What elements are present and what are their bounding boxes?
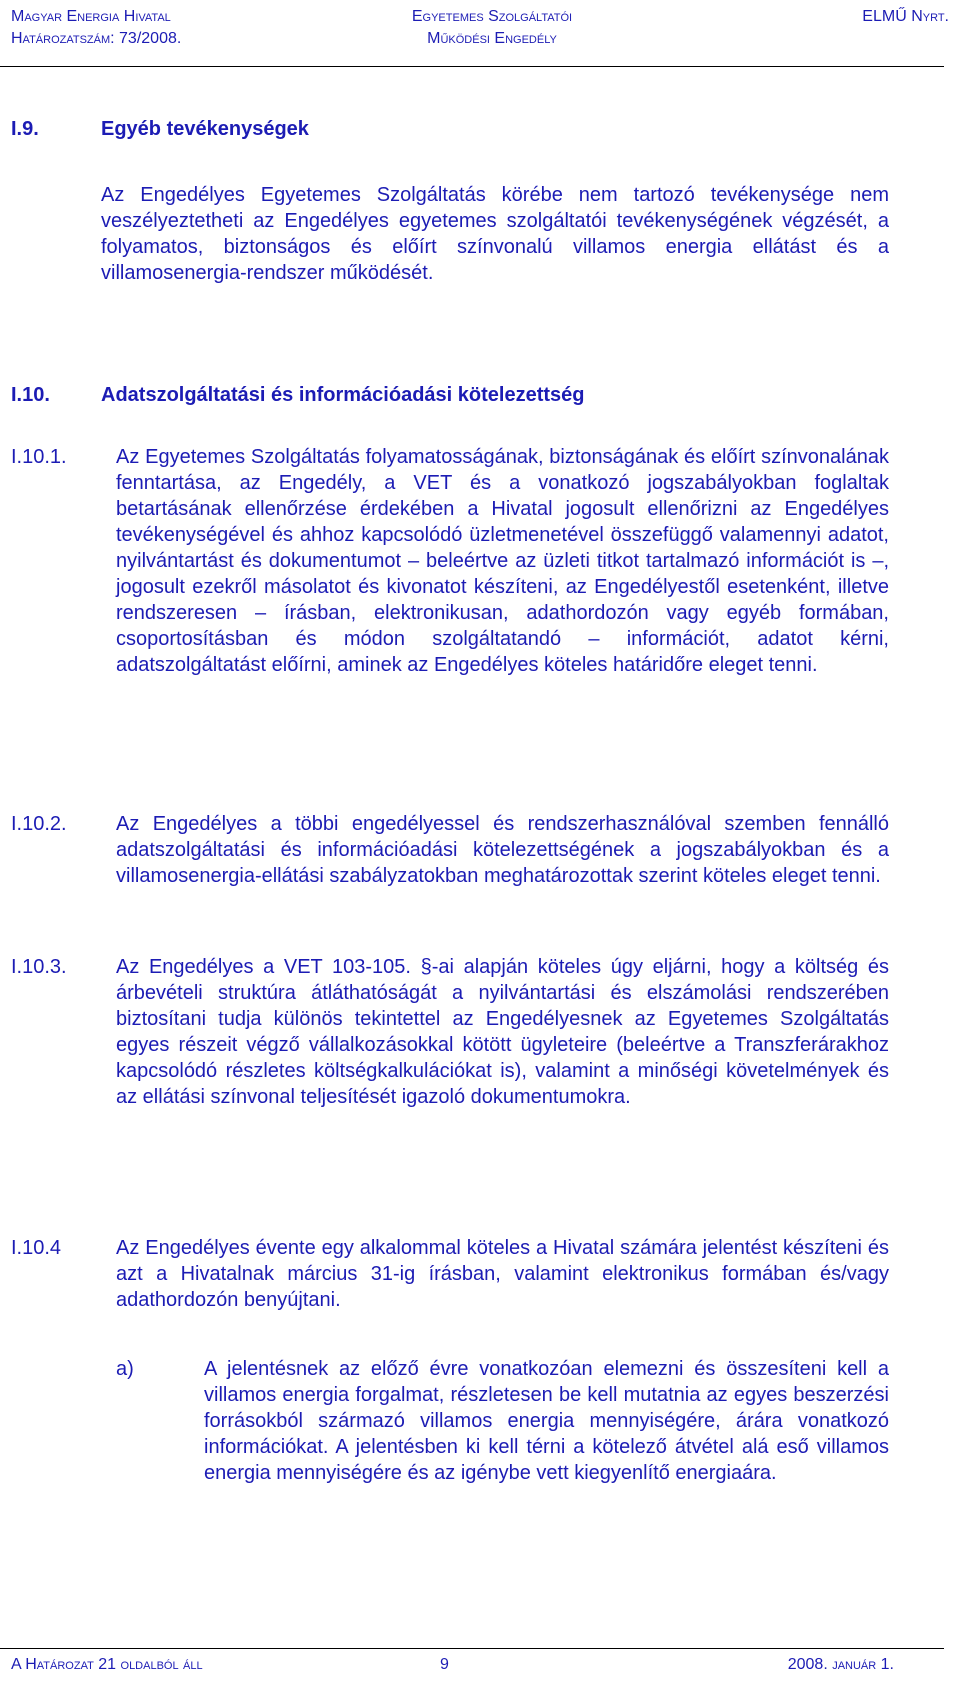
section-title: Egyéb tevékenységek bbox=[101, 118, 309, 140]
header-company bbox=[862, 6, 949, 28]
paragraph-number: I.10.1. bbox=[11, 446, 67, 468]
section-number: I.10. bbox=[11, 384, 50, 406]
section-heading-i9 bbox=[11, 118, 871, 146]
footer-page-number: 9 bbox=[440, 1656, 449, 1673]
section-title: Adatszolgáltatási és információadási kötelezettség bbox=[101, 384, 585, 406]
section-heading-i10 bbox=[11, 384, 871, 412]
page-footer bbox=[0, 1650, 960, 1680]
paragraph-number: I.10.2. bbox=[11, 813, 67, 835]
paragraph-number: I.10.4 bbox=[11, 1237, 62, 1259]
subparagraph-text: A jelentésnek az előző évre vonatkozóan elemezni és összesíteni kell a villamos energia forgalmat, részletesen be kell mutatnia az egyes beszerzési forrásokból származó villamos energia mennyiségére, árára vonatkozó információkat. A jelentésben ki kell térni a kötelező átvétel alá eső villamos energia mennyiségére és az igénybe vett kiegyenlítő energiaára. bbox=[204, 1358, 889, 1484]
header-authority-name: Magyar Energia Hivatal bbox=[11, 8, 171, 25]
paragraph-text: Az Engedélyes a VET 103-105. §-ai alapján köteles úgy eljárni, hogy a költség és árbevételi struktúra átláthatóságát a nyilvántartási és elszámolási rendszerében biztosítani tudja különös tekintettel az Engedélyesnek az Egyetemes Szolgáltatás egyes részeit végző vállalkozásokkal kötött ügyleteire (beleértve a Transzferárakhoz kapcsolódó részletes költségkalkulációkat is), valamint a minőségi követelmények és az ellátási színvonal teljesítését igazoló dokumentumokra. bbox=[116, 956, 889, 1108]
footer-date: 2008. január 1. bbox=[787, 1656, 894, 1673]
header-divider bbox=[0, 66, 944, 67]
header-license-line1: Egyetemes Szolgáltatói bbox=[411, 8, 573, 25]
paragraph-i10-2 bbox=[11, 811, 889, 889]
header-company-name: ELMŰ Nyrt. bbox=[862, 8, 949, 25]
subparagraph-a bbox=[116, 1356, 889, 1486]
paragraph-number: I.10.3. bbox=[11, 956, 67, 978]
paragraph-i10-1 bbox=[11, 444, 889, 678]
paragraph-i10-3 bbox=[11, 954, 889, 1110]
paragraph-text: Az Egyetemes Szolgáltatás folyamatosságának, biztonságának és előírt színvonalának fenntartása, az Engedély, a VET és a vonatkozó jogszabályokban foglaltak betartásának ellenőrzése érdekében a Hivatal jogosult ellenőrizni az Engedélyes tevékenységével és ahhoz kapcsolódó üzletmenetével összefüggő valamennyi adatot, nyilvántartást és dokumentumot – beleértve az üzleti titkot tartalmazó információt is –, jogosult ezekről másolatot és kivonatot készíteni, az Engedélyestől esetenként, illetve rendszeresen – írásban, elektronikusan, adathordozón vagy egyéb formában, csoportosításban és módon szolgáltatandó – információt, adatot kérni, adatszolgáltatást előírni, aminek az Engedélyes köteles határidőre eleget tenni. bbox=[116, 446, 889, 676]
paragraph-text: Az Engedélyes a többi engedélyessel és rendszerhasználóval szemben fennálló adatszolgáltatási és információadási kötelezettségének a jogszabályokban és a villamosenergia-ellátási szabályzatokban meghatározottak szerint köteles eleget tenni. bbox=[116, 813, 889, 887]
header-authority bbox=[11, 6, 181, 50]
footer-divider bbox=[0, 1648, 944, 1649]
section-paragraph-i9: Az Engedélyes Egyetemes Szolgáltatás körébe nem tartozó tevékenysége nem veszélyeztetheti az Engedélyes egyetemes szolgáltatói tevékenységének végzését, a folyamatos, biztonságos és előírt színvonalú villamos energia ellátást és a villamosenergia-rendszer működését. bbox=[101, 184, 889, 284]
header-license bbox=[336, 6, 648, 50]
paragraph-text: Az Engedélyes évente egy alkalommal köteles a Hivatal számára jelentést készíteni és azt a Hivatalnak március 31-ig írásban, valamint elektronikus formában és/vagy adathordozón benyújtani. bbox=[116, 1237, 889, 1311]
page-header bbox=[0, 6, 960, 70]
subparagraph-label: a) bbox=[116, 1358, 134, 1380]
header-decision-number: Határozatszám: 73/2008. bbox=[11, 30, 182, 47]
paragraph-i10-4 bbox=[11, 1235, 889, 1313]
footer-page-count: A Határozat 21 oldalból áll bbox=[11, 1656, 203, 1673]
header-license-line2: Működési Engedély bbox=[427, 30, 557, 47]
section-number: I.9. bbox=[11, 118, 39, 140]
